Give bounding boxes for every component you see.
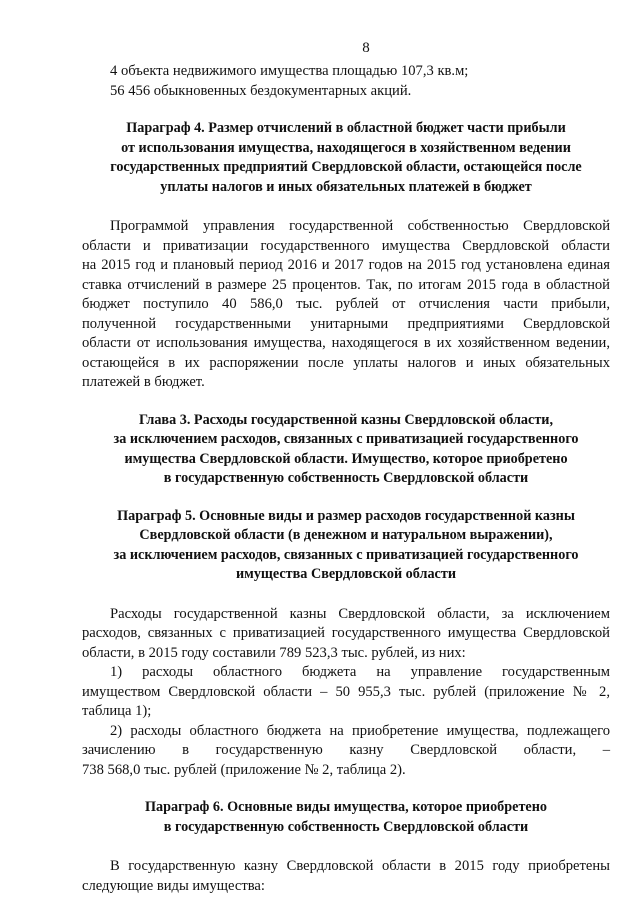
text-line: полученной государственными унитарными предприятиями Свердловской — [82, 315, 610, 332]
text-line: следующие виды имущества: — [82, 877, 265, 894]
heading-line: имущества Свердловской области — [236, 566, 456, 582]
heading-line: государственных предприятий Свердловской области, остающейся после — [110, 159, 582, 175]
text-line: расходов, связанных с приватизацией государственного имущества Свердловской — [82, 625, 610, 641]
word: государственную — [215, 742, 323, 758]
heading-line: Глава 3. Расходы государственной казны Свердловской области, — [138, 411, 554, 428]
list-item-2-line — [82, 741, 610, 761]
heading-line: от использования имущества, находящегося в хозяйственном ведении — [121, 139, 571, 156]
heading-line: в государственную собственность Свердловской области — [163, 470, 529, 486]
list-item-2-line: 738 568,0 тыс. рублей (приложение № 2, таблица 2). — [82, 761, 406, 778]
paragraph-6-body — [82, 857, 610, 896]
list-item-1-line: таблица 1); — [82, 703, 152, 719]
word: зачислению — [82, 742, 156, 758]
text-line: 4 объекта недвижимого имущества площадью 107,3 кв.м; — [110, 63, 469, 79]
text-line: бюджет поступило 40 586,0 тыс. рублей от отчисления части прибыли, — [82, 296, 610, 312]
word: области, — [523, 742, 577, 758]
text-line: области, в 2015 году составили 789 523,3 тыс. рублей, из них: — [82, 644, 466, 661]
text-line: на 2015 год и плановый период 2016 и 2017 годов на 2015 год установлена единая — [82, 257, 610, 273]
page-number: 8 — [362, 40, 370, 56]
heading-line: Параграф 4. Размер отчислений в областной бюджет части прибыли — [126, 120, 566, 136]
list-item-2-line: 2) расходы областного бюджета на приобретение имущества, подлежащего — [110, 722, 610, 739]
paragraph-5-heading — [82, 507, 610, 585]
paragraph-4-heading — [82, 119, 610, 197]
text-line: Расходы государственной казны Свердловской области, за исключением — [110, 605, 610, 622]
heading-line: в государственную собственность Свердловской области — [163, 818, 529, 835]
paragraph-5-body — [82, 605, 610, 781]
word: – — [602, 742, 610, 758]
text-line: области и приватизации государственного имущества Свердловской области — [82, 237, 610, 254]
text-line: 56 456 обыкновенных бездокументарных акций. — [110, 82, 412, 99]
list-item-1-line: имуществом Свердловской области – 50 955,3 тыс. рублей (приложение № 2, — [82, 683, 610, 700]
list-item-1-line: 1) расходы областного бюджета на управление государственным — [110, 664, 610, 680]
chapter-3-heading — [82, 411, 610, 489]
paragraph-6-heading — [82, 798, 610, 837]
text-line: области от использования имущества, находящегося в их хозяйственном ведении, — [82, 335, 610, 351]
paragraph-4-body — [82, 217, 610, 393]
text-line: ставка отчислений в размере 25 процентов. Так, по итогам 2015 года в областной — [82, 276, 610, 293]
text-line: Программой управления государственной собственностью Свердловской — [110, 218, 610, 234]
text-line: В государственную казну Свердловской области в 2015 году приобретены — [110, 858, 610, 874]
heading-line: Свердловской области (в денежном и натуральном выражении), — [139, 527, 553, 543]
heading-line: за исключением расходов, связанных с приватизацией государственного — [113, 431, 579, 447]
heading-line: за исключением расходов, связанных с приватизацией государственного — [113, 546, 579, 563]
heading-line: уплаты налогов и иных обязательных платежей в бюджет — [160, 178, 532, 195]
heading-line: имущества Свердловской области. Имущество, которое приобретено — [124, 450, 568, 467]
word: казну — [349, 742, 384, 758]
heading-line: Параграф 5. Основные виды и размер расходов государственной казны — [117, 507, 575, 524]
text-line: платежей в бюджет. — [82, 374, 205, 390]
text-line: остающейся в их распоряжении после уплаты налогов и иных обязательных — [82, 354, 610, 371]
heading-line: Параграф 6. Основные виды имущества, которое приобретено — [145, 799, 547, 815]
word: в — [182, 742, 190, 758]
word: Свердловской — [410, 742, 498, 758]
